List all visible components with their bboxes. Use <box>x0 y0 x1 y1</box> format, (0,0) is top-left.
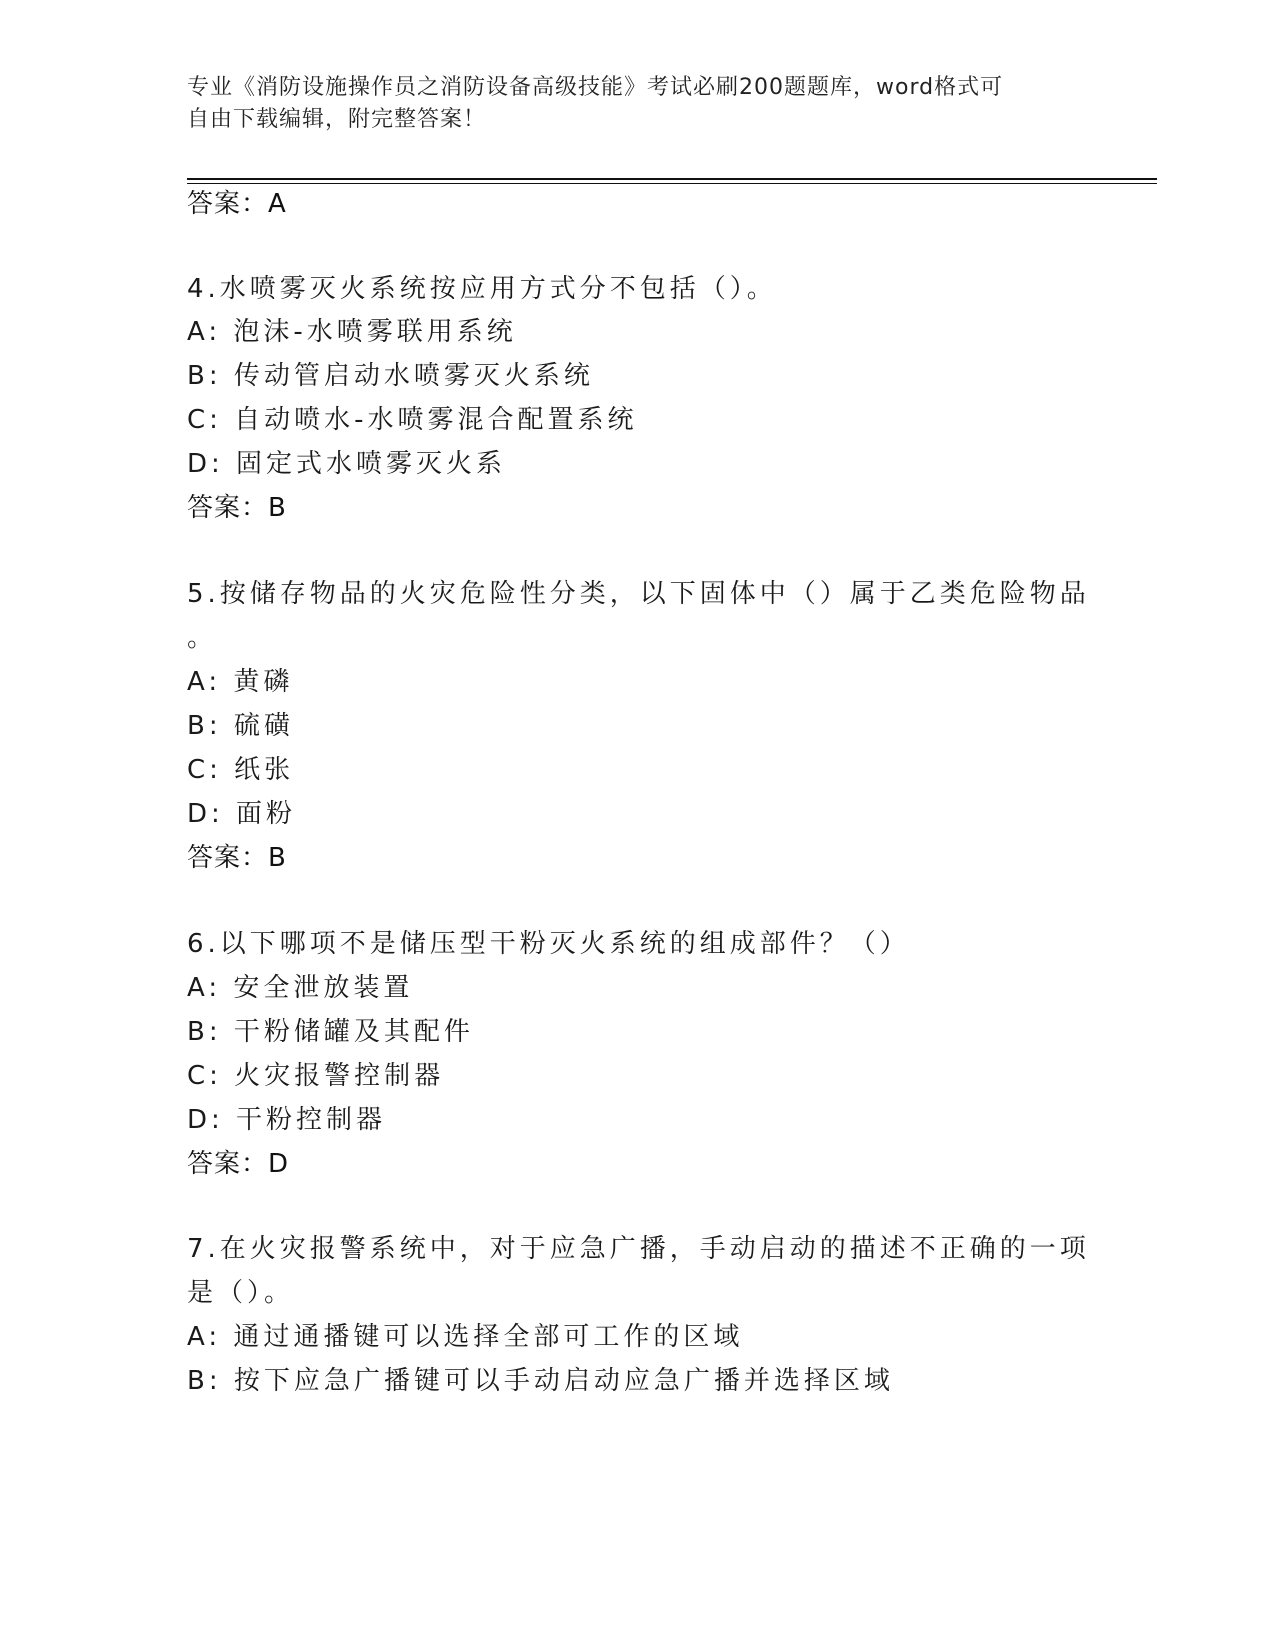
question-4-option-b: B: 传动管启动水喷雾灭火系统 <box>187 361 594 391</box>
header-divider-thin <box>187 183 1157 184</box>
question-5-option-c: C: 纸张 <box>187 755 295 785</box>
header-line-2: 自由下载编辑，附完整答案！ <box>187 107 487 132</box>
header-line-1: 专业《消防设施操作员之消防设备高级技能》考试必刷200题题库，word格式可 <box>187 75 1004 100</box>
question-7-stem-continued: 是（）。 <box>187 1278 295 1308</box>
question-4-option-d: D: 固定式水喷雾灭火系 <box>187 449 507 479</box>
question-7-stem: 7.在火灾报警系统中，对于应急广播，手动启动的描述不正确的一项 <box>187 1234 1090 1264</box>
document-header <box>187 72 1067 136</box>
question-4-option-a: A: 泡沫-水喷雾联用系统 <box>187 317 517 347</box>
previous-answer: 答案：A <box>187 189 287 219</box>
question-4-stem: 4.水喷雾灭火系统按应用方式分不包括（）。 <box>187 274 777 304</box>
question-4-answer: 答案：B <box>187 493 287 523</box>
question-5-option-a: A: 黄磷 <box>187 667 294 697</box>
question-5-option-d: D: 面粉 <box>187 799 297 829</box>
question-4-option-c: C: 自动喷水-水喷雾混合配置系统 <box>187 405 638 435</box>
question-6-option-c: C: 火灾报警控制器 <box>187 1061 445 1091</box>
question-7-option-b: B: 按下应急广播键可以手动启动应急广播并选择区域 <box>187 1366 894 1396</box>
question-5-stem: 5.按储存物品的火灾危险性分类，以下固体中（）属于乙类危险物品 <box>187 579 1090 609</box>
question-5-option-b: B: 硫磺 <box>187 711 294 741</box>
header-divider-thick <box>187 178 1157 180</box>
question-6-answer: 答案：D <box>187 1149 290 1179</box>
question-5-stem-continued: 。 <box>187 623 218 653</box>
question-6-option-a: A: 安全泄放装置 <box>187 973 414 1003</box>
question-7-option-a: A: 通过通播键可以选择全部可工作的区域 <box>187 1322 744 1352</box>
question-6-stem: 6.以下哪项不是储压型干粉灭火系统的组成部件？（） <box>187 929 910 959</box>
question-6-option-d: D: 干粉控制器 <box>187 1105 387 1135</box>
question-5-answer: 答案：B <box>187 843 287 873</box>
question-6-option-b: B: 干粉储罐及其配件 <box>187 1017 474 1047</box>
